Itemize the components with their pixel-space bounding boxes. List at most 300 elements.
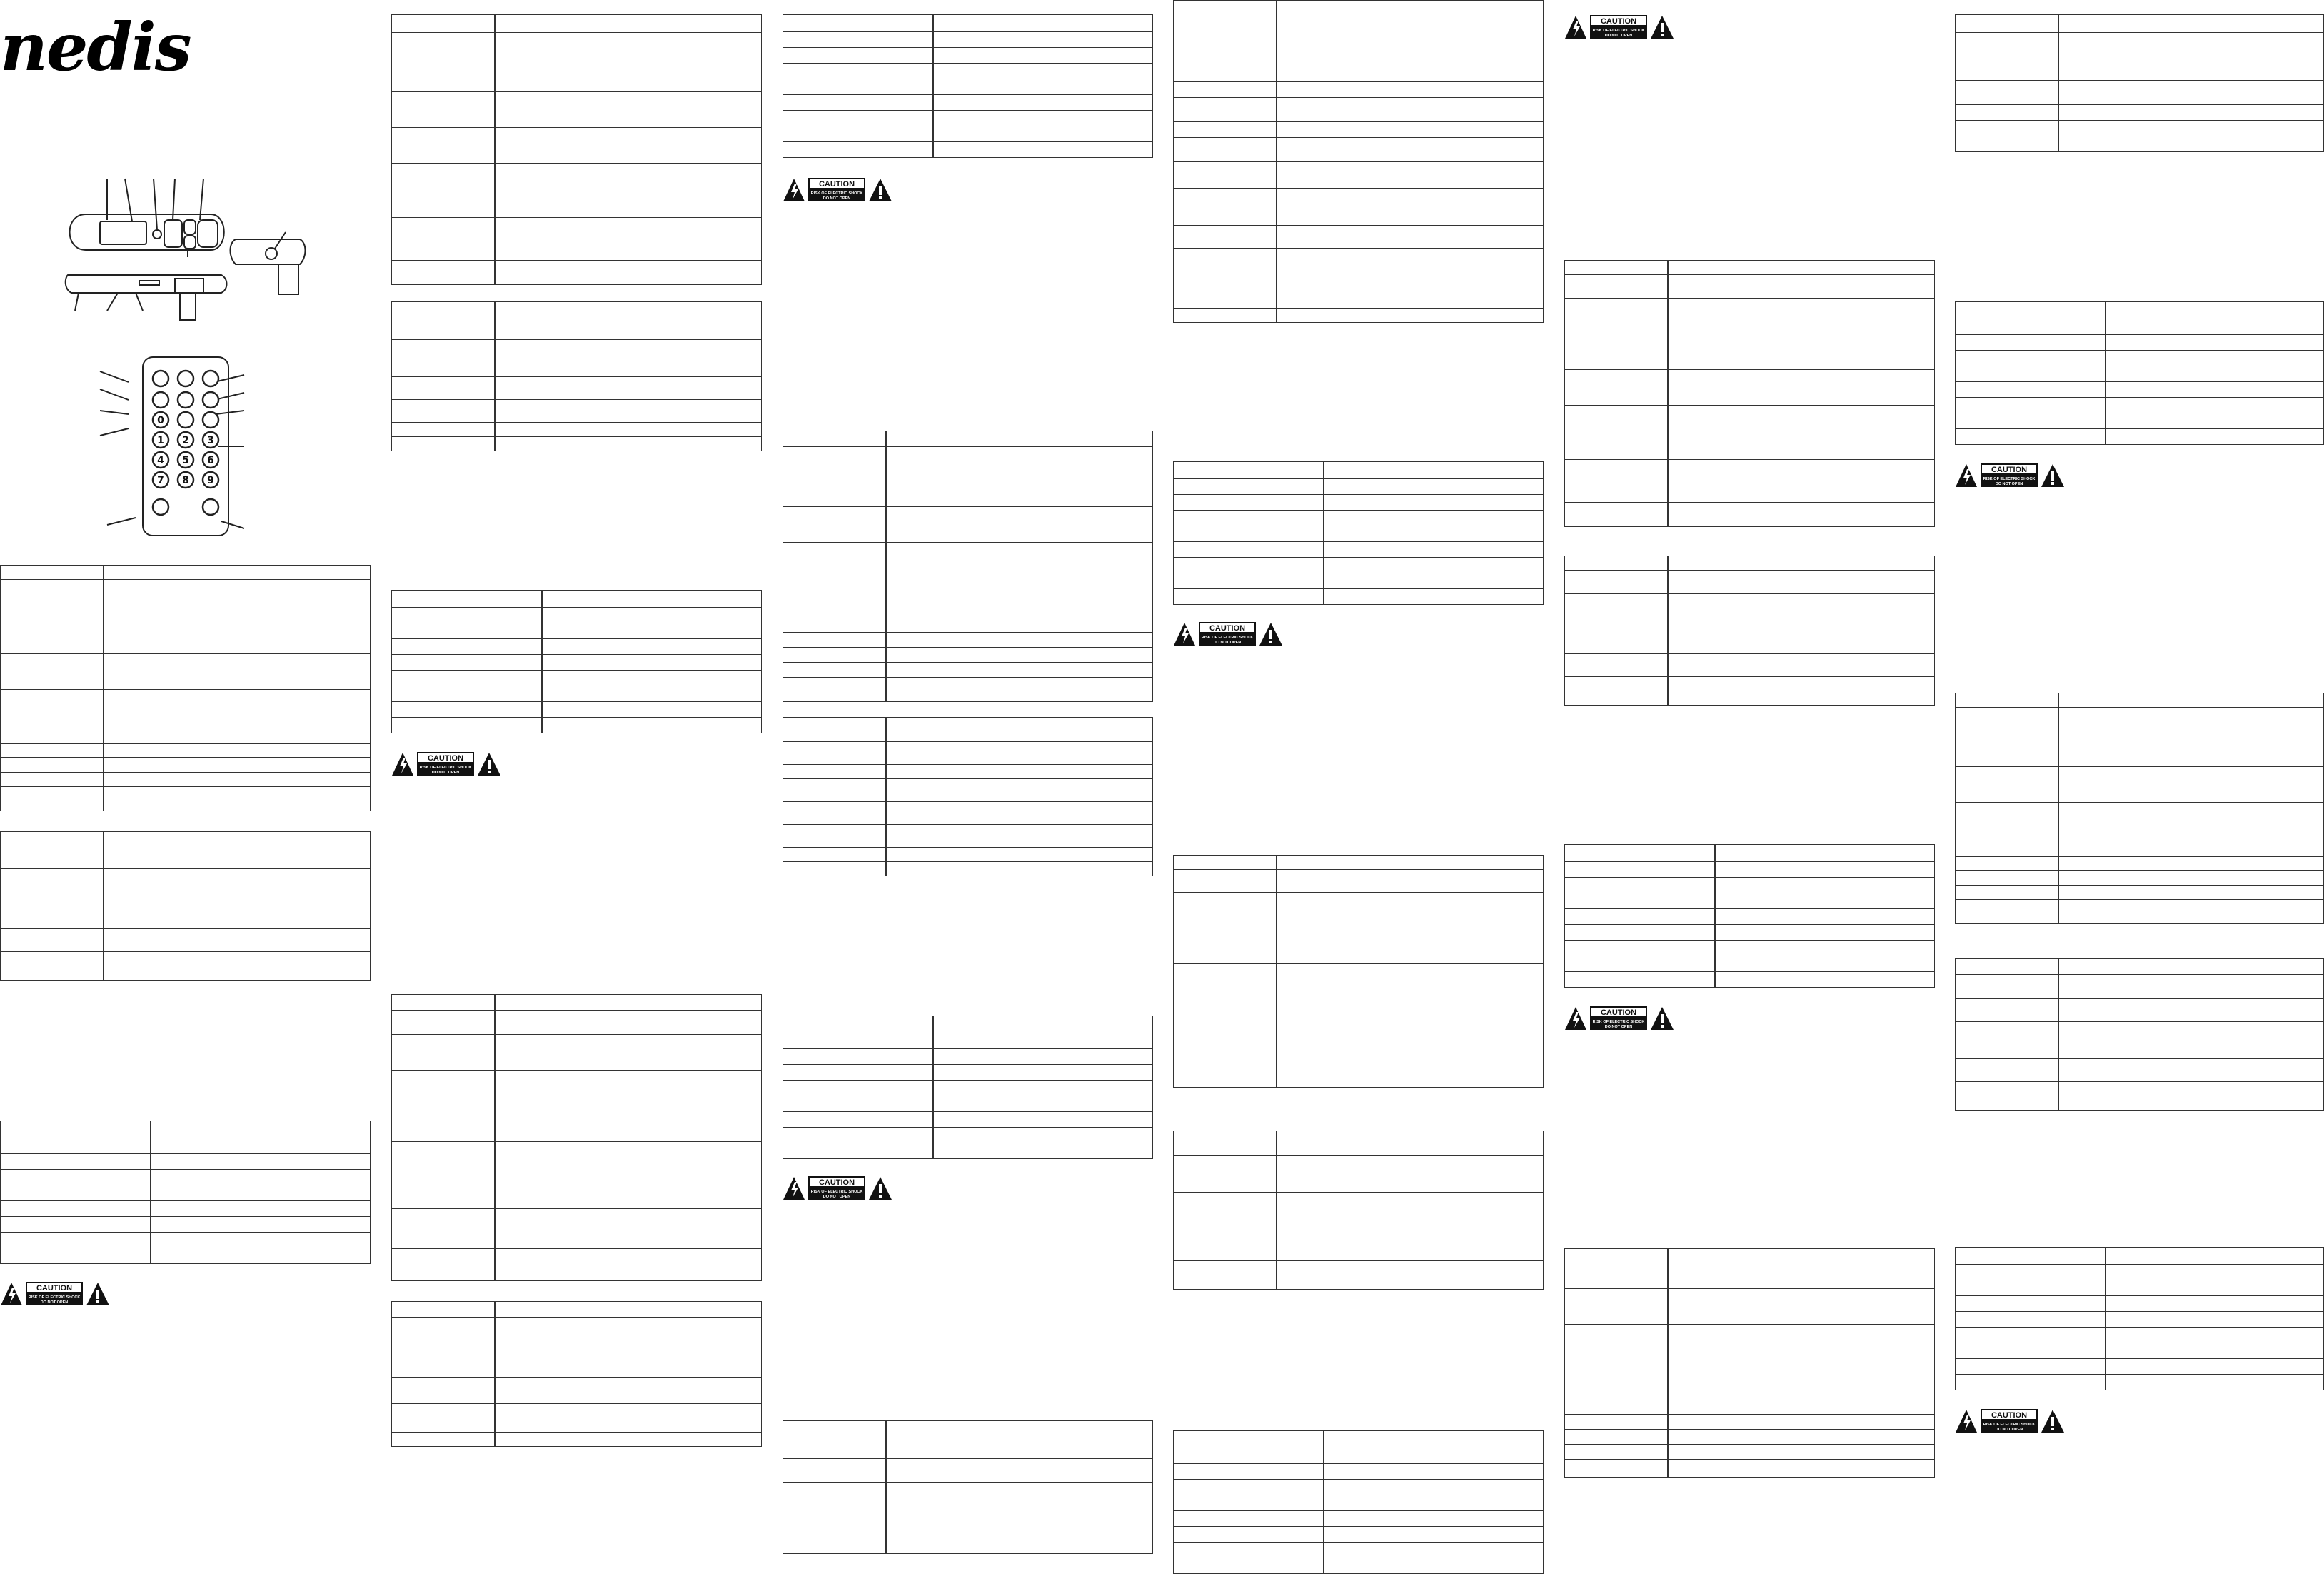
table-cell-value bbox=[495, 1035, 762, 1071]
table-row bbox=[1565, 941, 1935, 956]
table-cell-value bbox=[933, 1065, 1153, 1081]
table-row bbox=[1565, 909, 1935, 925]
table-cell-value bbox=[886, 742, 1153, 765]
table-row bbox=[1565, 473, 1935, 488]
table-row bbox=[1565, 1460, 1935, 1478]
table-cell-value bbox=[1277, 249, 1544, 271]
table-cell-label bbox=[1956, 999, 2059, 1022]
table-cell-label bbox=[1956, 1359, 2106, 1375]
table-cell-value bbox=[886, 633, 1153, 648]
table-row bbox=[783, 1483, 1153, 1518]
table-row bbox=[1174, 542, 1544, 558]
table-row bbox=[1956, 731, 2324, 767]
table-row bbox=[1, 758, 371, 773]
table-cell-label bbox=[1174, 1543, 1324, 1558]
table-row bbox=[783, 678, 1153, 702]
table-row bbox=[1956, 1059, 2324, 1082]
table-row bbox=[1, 966, 371, 981]
table-cell-label bbox=[1956, 1280, 2106, 1296]
table-row bbox=[783, 663, 1153, 678]
table-cell-label bbox=[1956, 335, 2106, 351]
table-cell-label bbox=[392, 1302, 496, 1318]
table-row bbox=[1956, 1036, 2324, 1059]
table-cell-value bbox=[104, 566, 371, 580]
table-row bbox=[783, 431, 1153, 447]
table-cell-value bbox=[495, 1404, 762, 1418]
table-cell-value bbox=[2058, 56, 2324, 81]
table-row bbox=[392, 1302, 762, 1318]
table-cell-label bbox=[783, 543, 887, 578]
table-cell-value bbox=[542, 608, 762, 623]
table-row bbox=[783, 507, 1153, 543]
table-cell-value bbox=[886, 1421, 1153, 1435]
table-cell-value bbox=[1715, 878, 1935, 893]
table-row bbox=[1565, 1325, 1935, 1360]
table-cell-value bbox=[1277, 294, 1544, 309]
spec-table bbox=[391, 1301, 762, 1447]
table-cell-value bbox=[933, 1049, 1153, 1065]
table-cell-value bbox=[1668, 677, 1935, 691]
table-cell-label bbox=[783, 1081, 934, 1096]
table-cell-label bbox=[1174, 1131, 1277, 1156]
table-row bbox=[1565, 1445, 1935, 1460]
table-row bbox=[1, 869, 371, 883]
table-cell-value bbox=[2058, 708, 2324, 731]
table-cell-value bbox=[1715, 956, 1935, 972]
table-row bbox=[392, 128, 762, 164]
table-row bbox=[1565, 334, 1935, 370]
table-cell-value bbox=[495, 1011, 762, 1035]
table-row bbox=[783, 1081, 1153, 1096]
table-row bbox=[1565, 261, 1935, 275]
table-cell-value bbox=[495, 995, 762, 1011]
table-cell-value bbox=[2058, 803, 2324, 857]
table-row bbox=[1565, 956, 1935, 972]
remote-key-9: 9 bbox=[207, 475, 214, 486]
table-row bbox=[783, 648, 1153, 663]
caution-label bbox=[1955, 463, 2066, 487]
table-cell-label bbox=[1, 1138, 151, 1154]
table-row bbox=[783, 471, 1153, 507]
table-row bbox=[1174, 573, 1544, 589]
table-cell-label bbox=[1174, 226, 1277, 249]
table-cell-value bbox=[1324, 1495, 1544, 1511]
table-cell-value bbox=[1277, 1033, 1544, 1048]
table-row bbox=[1174, 1048, 1544, 1063]
table-cell-value bbox=[495, 377, 762, 400]
brand-logo: nedis bbox=[0, 9, 191, 86]
table-row bbox=[783, 742, 1153, 765]
table-row bbox=[1, 832, 371, 846]
table-row bbox=[1174, 893, 1544, 928]
table-cell-value bbox=[886, 1435, 1153, 1459]
remote-key-1: 1 bbox=[157, 435, 164, 446]
table-row bbox=[392, 671, 762, 686]
table-cell-value bbox=[886, 825, 1153, 848]
table-row bbox=[1174, 1, 1544, 66]
table-cell-label bbox=[1956, 731, 2059, 767]
table-cell-value bbox=[1668, 1263, 1935, 1289]
table-cell-value bbox=[542, 639, 762, 655]
table-cell-value bbox=[933, 95, 1153, 111]
table-cell-label bbox=[392, 15, 496, 33]
table-cell-label bbox=[1174, 98, 1277, 122]
table-cell-value bbox=[495, 128, 762, 164]
table-cell-label bbox=[783, 862, 887, 876]
table-cell-value bbox=[104, 580, 371, 593]
table-cell-value bbox=[1277, 226, 1544, 249]
table-cell-value bbox=[1277, 1048, 1544, 1063]
table-row bbox=[1, 952, 371, 966]
table-cell-label bbox=[783, 779, 887, 802]
table-row bbox=[1565, 1430, 1935, 1445]
spec-table bbox=[1955, 958, 2324, 1111]
table-cell-label bbox=[1174, 1238, 1277, 1261]
table-cell-value bbox=[104, 593, 371, 618]
table-cell-value bbox=[1715, 972, 1935, 988]
table-cell-value bbox=[1715, 925, 1935, 941]
table-cell-label bbox=[1956, 81, 2059, 105]
table-row bbox=[392, 1340, 762, 1363]
table-cell-value bbox=[1668, 503, 1935, 527]
table-cell-label bbox=[1565, 594, 1669, 608]
table-cell-label bbox=[1565, 1325, 1669, 1360]
table-cell-value bbox=[2058, 1082, 2324, 1096]
table-row bbox=[1956, 56, 2324, 81]
table-cell-value bbox=[2106, 1359, 2324, 1375]
table-row bbox=[1174, 98, 1544, 122]
table-cell-value bbox=[1715, 893, 1935, 909]
table-cell-value bbox=[2058, 105, 2324, 121]
table-cell-label bbox=[1956, 319, 2106, 335]
table-row bbox=[1, 1217, 371, 1233]
table-cell-value bbox=[495, 1302, 762, 1318]
table-cell-value bbox=[1668, 654, 1935, 677]
table-row bbox=[1, 929, 371, 952]
table-cell-value bbox=[2058, 693, 2324, 708]
device-display bbox=[100, 221, 146, 244]
table-cell-value bbox=[1324, 1480, 1544, 1495]
table-row bbox=[1, 773, 371, 787]
table-cell-label bbox=[1174, 856, 1277, 870]
table-row bbox=[1174, 66, 1544, 82]
table-cell-value bbox=[1668, 631, 1935, 654]
spec-table bbox=[391, 14, 762, 285]
table-row bbox=[783, 111, 1153, 126]
table-row bbox=[1565, 571, 1935, 594]
table-cell-value bbox=[495, 354, 762, 377]
table-row bbox=[1174, 1431, 1544, 1448]
table-row bbox=[1956, 335, 2324, 351]
table-cell-label bbox=[1956, 693, 2059, 708]
table-cell-value bbox=[2058, 1036, 2324, 1059]
table-row bbox=[783, 1065, 1153, 1081]
svg-text:CAUTION: CAUTION bbox=[1209, 624, 1246, 633]
table-row bbox=[392, 1263, 762, 1281]
table-cell-label bbox=[1956, 136, 2059, 152]
table-row bbox=[392, 995, 762, 1011]
table-row bbox=[392, 718, 762, 733]
svg-text:CAUTION: CAUTION bbox=[818, 1178, 855, 1187]
table-row bbox=[783, 64, 1153, 79]
table-cell-value bbox=[933, 79, 1153, 95]
table-cell-value bbox=[495, 56, 762, 92]
table-cell-value bbox=[104, 929, 371, 952]
table-cell-value bbox=[104, 906, 371, 929]
table-cell-label bbox=[392, 1142, 496, 1209]
table-row bbox=[1, 580, 371, 593]
spec-table bbox=[1173, 1430, 1544, 1574]
table-row bbox=[783, 79, 1153, 95]
svg-text:DO NOT OPEN: DO NOT OPEN bbox=[823, 1195, 851, 1199]
table-row bbox=[392, 400, 762, 423]
table-cell-value bbox=[2106, 1328, 2324, 1343]
table-cell-label bbox=[392, 164, 496, 218]
table-cell-label bbox=[1174, 1193, 1277, 1215]
table-row bbox=[1956, 382, 2324, 398]
caution-label bbox=[783, 1176, 893, 1200]
table-cell-label bbox=[783, 633, 887, 648]
table-row bbox=[1956, 1375, 2324, 1390]
table-cell-value bbox=[1668, 275, 1935, 299]
table-row bbox=[1565, 691, 1935, 706]
table-cell-label bbox=[1565, 334, 1669, 370]
table-cell-label bbox=[783, 79, 934, 95]
table-cell-label bbox=[1174, 211, 1277, 226]
table-cell-label bbox=[392, 56, 496, 92]
table-cell-value bbox=[886, 447, 1153, 471]
table-cell-label bbox=[392, 655, 543, 671]
table-cell-label bbox=[392, 316, 496, 340]
table-cell-value bbox=[495, 1142, 762, 1209]
table-row bbox=[1, 1121, 371, 1138]
table-row bbox=[1174, 1261, 1544, 1275]
table-cell-value bbox=[151, 1154, 371, 1170]
table-row bbox=[783, 718, 1153, 742]
table-row bbox=[392, 15, 762, 33]
table-cell-label bbox=[392, 128, 496, 164]
svg-text:DO NOT OPEN: DO NOT OPEN bbox=[823, 196, 851, 201]
table-row bbox=[783, 1128, 1153, 1143]
table-cell-value bbox=[933, 1112, 1153, 1128]
table-cell-label bbox=[1956, 1248, 2106, 1265]
table-row bbox=[392, 1249, 762, 1263]
table-cell-value bbox=[2058, 81, 2324, 105]
table-row bbox=[1174, 526, 1544, 542]
device-side-socket bbox=[266, 248, 277, 259]
table-cell-value bbox=[2106, 398, 2324, 413]
table-cell-label bbox=[1565, 370, 1669, 406]
table-cell-label bbox=[783, 1459, 887, 1483]
table-row bbox=[1565, 925, 1935, 941]
table-cell-value bbox=[1277, 162, 1544, 189]
table-row bbox=[1956, 136, 2324, 152]
table-row bbox=[392, 246, 762, 261]
table-cell-label bbox=[783, 765, 887, 779]
table-cell-value bbox=[1668, 299, 1935, 334]
table-row bbox=[392, 437, 762, 451]
table-cell-label bbox=[1174, 1558, 1324, 1574]
table-cell-label bbox=[783, 578, 887, 633]
table-cell-label bbox=[1565, 1263, 1669, 1289]
table-cell-value bbox=[151, 1185, 371, 1201]
remote-key-4: 4 bbox=[157, 455, 164, 466]
table-cell-value bbox=[886, 718, 1153, 742]
table-row bbox=[1956, 1359, 2324, 1375]
table-row bbox=[392, 316, 762, 340]
table-cell-label bbox=[1174, 870, 1277, 893]
table-cell-label bbox=[1174, 1178, 1277, 1193]
table-row bbox=[1565, 972, 1935, 988]
spec-table bbox=[1955, 14, 2324, 152]
table-row bbox=[1174, 1178, 1544, 1193]
table-cell-value bbox=[495, 1378, 762, 1404]
table-cell-label bbox=[1, 758, 104, 773]
table-row bbox=[392, 702, 762, 718]
table-cell-value bbox=[1324, 511, 1544, 526]
table-cell-value bbox=[2058, 136, 2324, 152]
table-cell-label bbox=[1565, 608, 1669, 631]
table-cell-label bbox=[783, 1033, 934, 1049]
spec-table bbox=[1564, 556, 1935, 706]
table-cell-value bbox=[1277, 211, 1544, 226]
caution-label bbox=[783, 177, 893, 201]
table-cell-label bbox=[1, 966, 104, 981]
svg-text:DO NOT OPEN: DO NOT OPEN bbox=[1213, 641, 1242, 645]
table-row bbox=[1565, 631, 1935, 654]
table-row bbox=[1956, 708, 2324, 731]
table-cell-label bbox=[1956, 1343, 2106, 1359]
table-cell-value bbox=[2058, 15, 2324, 33]
table-cell-label bbox=[783, 1065, 934, 1081]
table-cell-label bbox=[1174, 122, 1277, 138]
table-row bbox=[783, 543, 1153, 578]
table-cell-label bbox=[1174, 162, 1277, 189]
table-cell-label bbox=[392, 302, 496, 316]
table-row bbox=[1174, 462, 1544, 479]
table-row bbox=[1565, 845, 1935, 862]
table-cell-label bbox=[1174, 511, 1324, 526]
table-cell-label bbox=[392, 400, 496, 423]
table-cell-value bbox=[886, 678, 1153, 702]
table-cell-value bbox=[1277, 1018, 1544, 1033]
table-row bbox=[1174, 309, 1544, 323]
table-cell-label bbox=[392, 1433, 496, 1447]
table-row bbox=[392, 1035, 762, 1071]
table-row bbox=[1174, 1495, 1544, 1511]
table-cell-label bbox=[392, 1340, 496, 1363]
table-row bbox=[783, 15, 1153, 32]
table-row bbox=[392, 1011, 762, 1035]
table-cell-value bbox=[542, 591, 762, 608]
table-cell-value bbox=[1277, 856, 1544, 870]
table-row bbox=[1956, 15, 2324, 33]
spec-table bbox=[1955, 693, 2324, 924]
svg-text:DO NOT OPEN: DO NOT OPEN bbox=[40, 1300, 69, 1305]
table-cell-value bbox=[1277, 98, 1544, 122]
table-row bbox=[1, 1154, 371, 1170]
table-row bbox=[1956, 1096, 2324, 1111]
table-row bbox=[1174, 294, 1544, 309]
table-row bbox=[1174, 82, 1544, 98]
table-cell-value bbox=[1277, 66, 1544, 82]
table-cell-value bbox=[542, 702, 762, 718]
table-row bbox=[783, 1049, 1153, 1065]
table-row bbox=[1, 618, 371, 654]
table-row bbox=[1174, 964, 1544, 1018]
table-cell-value bbox=[886, 802, 1153, 825]
table-cell-label bbox=[1956, 33, 2059, 56]
table-row bbox=[783, 848, 1153, 862]
table-cell-label bbox=[1956, 767, 2059, 803]
table-cell-label bbox=[783, 802, 887, 825]
table-cell-label bbox=[392, 1249, 496, 1263]
table-cell-value bbox=[1277, 928, 1544, 964]
table-cell-label bbox=[1174, 1215, 1277, 1238]
table-cell-label bbox=[392, 718, 543, 733]
table-cell-value bbox=[1324, 495, 1544, 511]
table-cell-value bbox=[1668, 473, 1935, 488]
table-cell-value bbox=[495, 316, 762, 340]
table-cell-label bbox=[783, 126, 934, 142]
table-cell-value bbox=[2106, 429, 2324, 445]
table-cell-value bbox=[2058, 959, 2324, 975]
table-cell-value bbox=[1668, 1249, 1935, 1263]
svg-text:RISK OF ELECTRIC SHOCK: RISK OF ELECTRIC SHOCK bbox=[28, 1295, 81, 1300]
table-row bbox=[1174, 138, 1544, 162]
table-cell-label bbox=[1565, 972, 1716, 988]
table-cell-value bbox=[542, 686, 762, 702]
table-cell-value bbox=[151, 1121, 371, 1138]
remote-key-2: 2 bbox=[182, 435, 189, 446]
table-cell-value bbox=[1277, 1178, 1544, 1193]
table-row bbox=[1565, 862, 1935, 878]
table-cell-value bbox=[495, 1418, 762, 1433]
table-cell-label bbox=[1174, 1261, 1277, 1275]
table-cell-value bbox=[104, 618, 371, 654]
table-cell-label bbox=[1, 883, 104, 906]
table-cell-label bbox=[392, 246, 496, 261]
device-bottom-outline bbox=[66, 275, 227, 293]
table-cell-value bbox=[104, 744, 371, 758]
table-row bbox=[392, 261, 762, 285]
table-cell-label bbox=[392, 1011, 496, 1035]
table-cell-label bbox=[1956, 351, 2106, 366]
table-cell-value bbox=[495, 231, 762, 246]
table-row bbox=[1956, 693, 2324, 708]
table-row bbox=[783, 1016, 1153, 1033]
table-cell-value bbox=[495, 261, 762, 285]
table-cell-label bbox=[1174, 249, 1277, 271]
remote-key-6: 6 bbox=[207, 455, 214, 466]
table-cell-label bbox=[1174, 189, 1277, 211]
table-cell-value bbox=[495, 1233, 762, 1249]
svg-text:CAUTION: CAUTION bbox=[427, 754, 464, 763]
table-cell-value bbox=[104, 654, 371, 690]
table-cell-label bbox=[1174, 82, 1277, 98]
table-cell-value bbox=[886, 471, 1153, 507]
table-row bbox=[392, 1378, 762, 1404]
table-row bbox=[1565, 878, 1935, 893]
table-cell-label bbox=[392, 437, 496, 451]
table-cell-label bbox=[1, 1121, 151, 1138]
table-row bbox=[1174, 226, 1544, 249]
table-cell-label bbox=[783, 1518, 887, 1554]
table-row bbox=[783, 447, 1153, 471]
table-row bbox=[392, 1418, 762, 1433]
table-cell-label bbox=[1565, 893, 1716, 909]
table-cell-value bbox=[2058, 999, 2324, 1022]
